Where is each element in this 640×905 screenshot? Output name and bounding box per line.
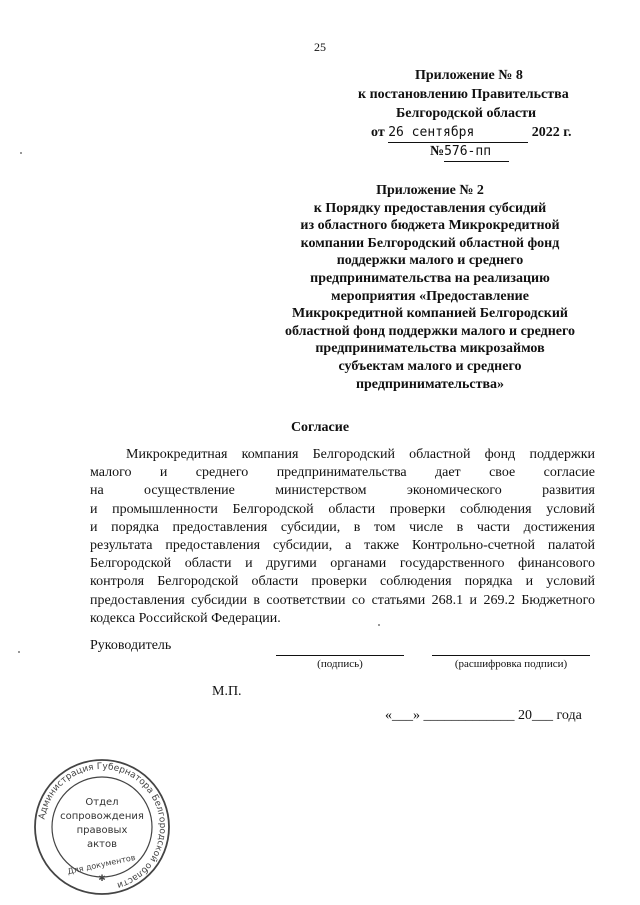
stamp-ring-text: Администрация Губернатора Белгородской области bbox=[37, 761, 168, 890]
number-prefix: № bbox=[430, 144, 445, 159]
scan-speck bbox=[18, 651, 20, 653]
date-prefix: от bbox=[371, 125, 385, 140]
scan-speck bbox=[378, 624, 380, 626]
stamp-center-line: сопровождения bbox=[60, 811, 144, 822]
seal-place-label: М.П. bbox=[212, 684, 242, 699]
body-line: Белгородской области и другими органами государственного финансового bbox=[90, 556, 595, 572]
body-line: результата предоставления субсидии, а также Контрольно-счетной палатой bbox=[90, 538, 595, 554]
stamp-center-line: актов bbox=[86, 839, 118, 850]
document-title: Согласие bbox=[290, 420, 350, 435]
handwritten-date: 26 сентября bbox=[388, 123, 528, 143]
appendix-2-header bbox=[262, 182, 598, 393]
appendix-8-line2: к постановлению Правительства bbox=[358, 87, 569, 102]
appendix-2-line: к Порядку предоставления субсидий bbox=[313, 200, 547, 216]
appendix-2-line: предпринимательства микрозаймов bbox=[315, 341, 545, 357]
appendix-2-line: поддержки малого и среднего bbox=[336, 253, 524, 269]
stamp-center-line: правовых bbox=[76, 825, 128, 836]
body-line: малого и среднего предпринимательства дает свое согласие bbox=[90, 465, 595, 481]
body-line: Микрокредитная компания Белгородский областной фонд поддержки bbox=[126, 447, 595, 462]
appendix-2-line: Приложение № 2 bbox=[376, 183, 484, 198]
signatory-label: Руководитель bbox=[90, 638, 172, 653]
appendix-2-line: областной фонд поддержки малого и среднего bbox=[284, 323, 576, 339]
body-line: контроля Белгородской области проверки соблюдения порядка и условий bbox=[90, 574, 595, 590]
appendix-2-line: Микрокредитной компанией Белгородский bbox=[291, 306, 568, 322]
stamp-bottom-text: Для документов bbox=[66, 852, 137, 877]
appendix-2-line: компании Белгородский областной фонд bbox=[300, 235, 560, 251]
appendix-2-line: мероприятия «Предоставление bbox=[331, 288, 529, 304]
signature-decoding-caption: (расшифровка подписи) bbox=[454, 658, 568, 670]
appendix-8-title: Приложение № 8 bbox=[415, 68, 523, 83]
consent-body bbox=[90, 446, 595, 628]
appendix-8-line3: Белгородской области bbox=[396, 106, 537, 121]
appendix-2-line: предпринимательства на реализацию bbox=[310, 270, 550, 286]
body-line: предоставления субсидии в соответствии со статьями 268.1 и 269.2 Бюджетного bbox=[90, 592, 595, 608]
signature-decoding-line bbox=[432, 655, 590, 656]
handwritten-number: 576-пп bbox=[444, 142, 509, 162]
appendix-8-header bbox=[340, 66, 640, 161]
body-line: и промышленности Белгородской области проверки соблюдения условий bbox=[90, 501, 595, 517]
appendix-2-line: предпринимательства» bbox=[355, 376, 505, 392]
official-stamp bbox=[32, 757, 172, 897]
signature-caption: (подпись) bbox=[317, 658, 363, 670]
body-line: и порядка предоставления субсидии, в том числе в части достижения bbox=[90, 519, 595, 535]
appendix-8-date bbox=[371, 123, 640, 142]
body-line: на осуществление министерством экономического развития bbox=[90, 483, 595, 499]
page-number: 25 bbox=[314, 40, 326, 54]
appendix-2-line: субъектам малого и среднего bbox=[338, 358, 522, 374]
body-line: кодекса Российской Федерации. bbox=[90, 610, 281, 626]
scan-speck bbox=[20, 152, 22, 154]
stamp-star-icon: ✱ bbox=[98, 874, 106, 884]
appendix-8-number bbox=[430, 142, 640, 161]
date-year: 2022 г. bbox=[531, 125, 572, 140]
appendix-2-line: из областного бюджета Микрокредитной bbox=[300, 218, 560, 234]
date-line: «___» _____________ 20___ года bbox=[385, 708, 582, 723]
stamp-center-line: Отдел bbox=[85, 797, 119, 808]
signature-line bbox=[276, 655, 404, 656]
